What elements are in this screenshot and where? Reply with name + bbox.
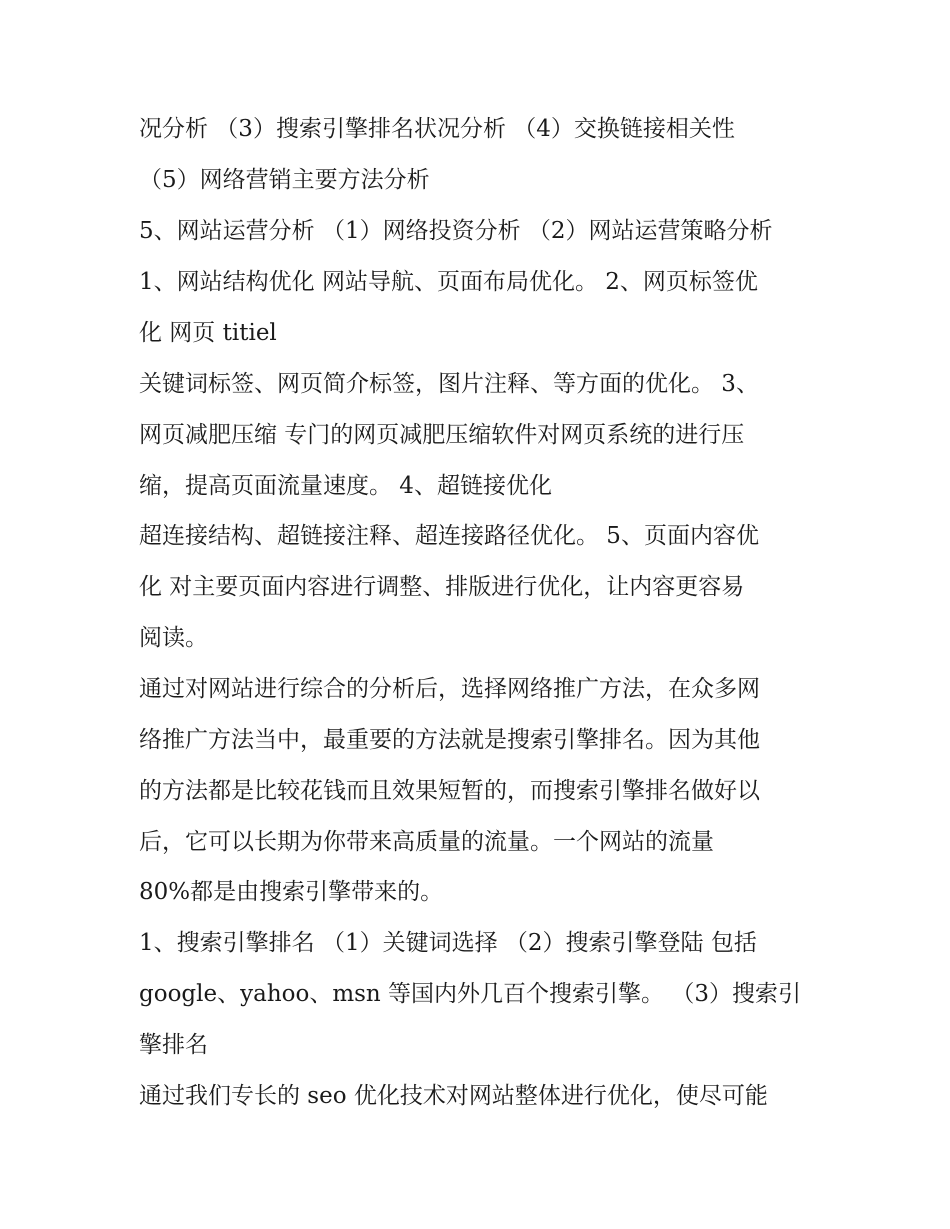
text-line: 化 对主要页面内容进行调整、排版进行优化，让内容更容易 <box>139 574 745 600</box>
text-line: 后，它可以长期为你带来高质量的流量。一个网站的流量 <box>139 829 714 855</box>
text-line: 5、网站运营分析 （1）网络投资分析 （2）网站运营策略分析 <box>139 218 773 244</box>
text-line: 1、网站结构优化 网站导航、页面布局优化。 2、网页标签优 <box>139 269 758 295</box>
text-line: 阅读。 <box>139 625 208 651</box>
text-line: 网页减肥压缩 专门的网页减肥压缩软件对网页系统的进行压 <box>139 422 745 448</box>
text-line: 关键词标签、网页简介标签，图片注释、等方面的优化。 3、 <box>139 371 759 397</box>
text-line: 化 网页 titiel <box>139 320 277 346</box>
text-line: 1、搜索引擎排名 （1）关键词选择 （2）搜索引擎登陆 包括 <box>139 930 757 956</box>
text-line: （5）网络营销主要方法分析 <box>139 167 430 193</box>
text-line: google、yahoo、msn 等国内外几百个搜索引擎。 （3）搜索引 <box>139 981 802 1007</box>
text-line: 擎排名 <box>139 1032 208 1058</box>
text-line: 络推广方法当中，最重要的方法就是搜索引擎排名。因为其他 <box>139 727 760 753</box>
text-line: 80%都是由搜索引擎带来的。 <box>139 879 444 905</box>
text-line: 超连接结构、超链接注释、超连接路径优化。 5、页面内容优 <box>139 523 759 549</box>
text-line: 通过我们专长的 seo 优化技术对网站整体进行优化，使尽可能 <box>139 1083 768 1109</box>
text-line: 的方法都是比较花钱而且效果短暂的，而搜索引擎排名做好以 <box>139 778 760 804</box>
text-line: 缩，提高页面流量速度。 4、超链接优化 <box>139 473 552 499</box>
text-line: 况分析 （3）搜索引擎排名状况分析 （4）交换链接相关性 <box>139 116 735 142</box>
text-line: 通过对网站进行综合的分析后，选择网络推广方法，在众多网 <box>139 676 760 702</box>
